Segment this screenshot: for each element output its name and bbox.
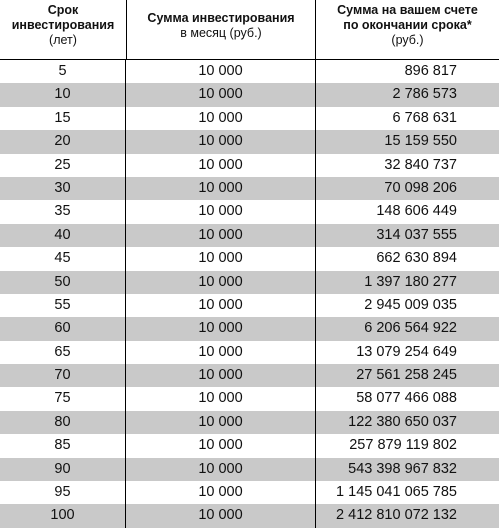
cell-monthly: 10 000: [126, 247, 316, 270]
cell-total: 6 768 631: [392, 109, 457, 126]
cell-years: 35: [0, 200, 126, 223]
table-body: [0, 60, 499, 528]
table-row: [0, 294, 499, 317]
header-total-line3: (руб.): [391, 33, 424, 47]
cell-monthly: 10 000: [126, 504, 316, 527]
cell-monthly: 10 000: [126, 271, 316, 294]
cell-monthly: 10 000: [126, 364, 316, 387]
table-row: [0, 271, 499, 294]
cell-total: 1 397 180 277: [364, 273, 457, 290]
cell-total: 662 630 894: [376, 250, 457, 267]
table-row: [0, 200, 499, 223]
cell-monthly: 10 000: [126, 130, 316, 153]
table-row: [0, 154, 499, 177]
cell-years: 100: [0, 504, 126, 527]
cell-years: 25: [0, 154, 126, 177]
cell-total: 27 561 258 245: [356, 367, 457, 384]
header-total: [316, 0, 499, 59]
header-monthly: [126, 0, 316, 59]
table-row: [0, 504, 499, 527]
cell-years: 5: [0, 60, 126, 83]
cell-years: 65: [0, 341, 126, 364]
cell-monthly: 10 000: [126, 481, 316, 504]
table-row: [0, 411, 499, 434]
cell-monthly: 10 000: [126, 177, 316, 200]
cell-total: 122 380 650 037: [348, 413, 457, 430]
cell-years: 80: [0, 411, 126, 434]
cell-years: 15: [0, 107, 126, 130]
cell-monthly: 10 000: [126, 154, 316, 177]
table-header: [0, 0, 499, 60]
header-total-line1: Сумма на вашем счете: [337, 3, 478, 17]
table-row: [0, 434, 499, 457]
cell-total: 543 398 967 832: [348, 460, 457, 477]
header-monthly-line1: Сумма инвестирования: [147, 11, 295, 25]
cell-years: 60: [0, 317, 126, 340]
header-years-line1: Срок: [47, 3, 79, 17]
cell-monthly: 10 000: [126, 458, 316, 481]
table-row: [0, 60, 499, 83]
table-row: [0, 317, 499, 340]
cell-years: 95: [0, 481, 126, 504]
cell-years: 50: [0, 271, 126, 294]
cell-monthly: 10 000: [126, 60, 316, 83]
table-row: [0, 83, 499, 106]
cell-monthly: 10 000: [126, 200, 316, 223]
cell-years: 75: [0, 387, 126, 410]
cell-total: 2 786 573: [392, 86, 457, 103]
cell-total: 314 037 555: [376, 226, 457, 243]
cell-monthly: 10 000: [126, 387, 316, 410]
cell-years: 85: [0, 434, 126, 457]
cell-total: 32 840 737: [384, 156, 457, 173]
cell-years: 70: [0, 364, 126, 387]
table-row: [0, 247, 499, 270]
cell-total: 257 879 119 802: [349, 437, 457, 454]
table-row: [0, 364, 499, 387]
cell-monthly: 10 000: [126, 411, 316, 434]
cell-total: 6 206 564 922: [364, 320, 457, 337]
cell-total: 70 098 206: [384, 179, 457, 196]
header-years-line2: инвестирования: [11, 18, 115, 32]
table-row: [0, 130, 499, 153]
header-monthly-line2: в месяц (руб.): [180, 26, 262, 40]
cell-total: 2 412 810 072 132: [336, 507, 457, 524]
cell-monthly: 10 000: [126, 434, 316, 457]
cell-total: 896 817: [404, 63, 457, 79]
cell-years: 20: [0, 130, 126, 153]
cell-monthly: 10 000: [126, 294, 316, 317]
cell-total: 1 145 041 065 785: [336, 484, 457, 501]
cell-total: 58 077 466 088: [356, 390, 457, 407]
cell-years: 45: [0, 247, 126, 270]
cell-years: 10: [0, 83, 126, 106]
cell-monthly: 10 000: [126, 83, 316, 106]
cell-years: 30: [0, 177, 126, 200]
cell-monthly: 10 000: [126, 341, 316, 364]
header-years-line3: (лет): [49, 33, 77, 47]
cell-total: 13 079 254 649: [356, 343, 457, 360]
table-row: [0, 481, 499, 504]
header-years: [0, 0, 126, 59]
cell-monthly: 10 000: [126, 224, 316, 247]
table-row: [0, 341, 499, 364]
cell-years: 90: [0, 458, 126, 481]
table-row: [0, 177, 499, 200]
cell-total: 15 159 550: [384, 133, 457, 150]
header-total-line2: по окончании срока*: [343, 18, 472, 32]
table-row: [0, 387, 499, 410]
cell-total: 148 606 449: [376, 203, 457, 220]
cell-monthly: 10 000: [126, 107, 316, 130]
table-row: [0, 224, 499, 247]
cell-monthly: 10 000: [126, 317, 316, 340]
cell-years: 40: [0, 224, 126, 247]
cell-total: 2 945 009 035: [364, 296, 457, 313]
table-row: [0, 458, 499, 481]
table-row: [0, 107, 499, 130]
cell-years: 55: [0, 294, 126, 317]
